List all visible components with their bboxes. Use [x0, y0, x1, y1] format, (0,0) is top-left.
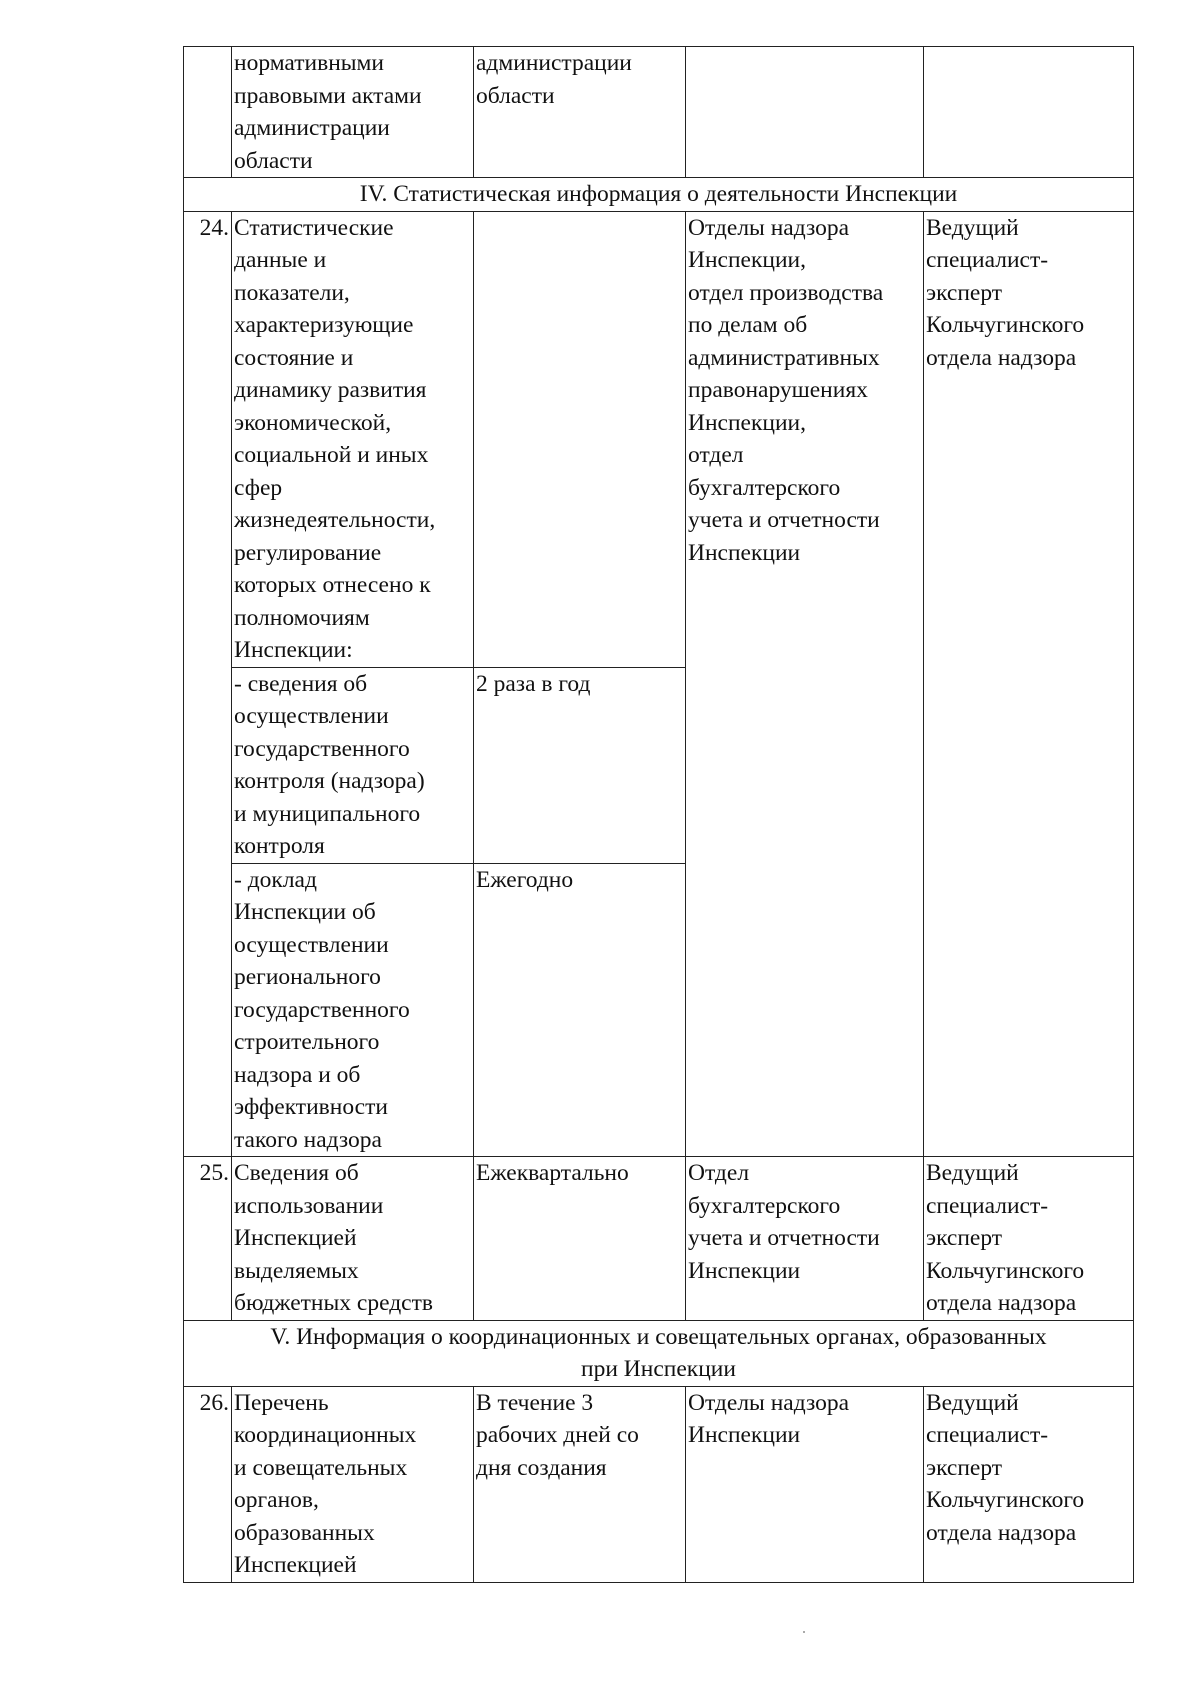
section-header-row — [184, 178, 1134, 212]
period-cell: Ежеквартально — [474, 1157, 686, 1321]
info-cell: Сведения об использовании Инспекцией выделяемых бюджетных средств — [232, 1157, 474, 1321]
section-header-row — [184, 1320, 1134, 1386]
responsible-person-cell: Ведущий специалист- эксперт Кольчугинского отдела надзора — [924, 1157, 1134, 1321]
period-cell: администрации области — [474, 47, 686, 178]
table-row-24 — [184, 211, 1134, 667]
table-row-26 — [184, 1386, 1134, 1582]
row-number-cell: 25. — [184, 1157, 232, 1321]
info-cell: Перечень координационных и совещательных органов, образованных Инспекцией — [232, 1386, 474, 1582]
info-cell: Статистические данные и показатели, характеризующие состояние и динамику развития экономической, социальной и иных сфер жизнедеятельности, регулирование которых отнесено к полномочиям Инспекции: — [232, 211, 474, 667]
section-title: V. Информация о координационных и совещательных органах, образованных при Инспекции — [184, 1320, 1134, 1386]
period-cell: В течение 3 рабочих дней со дня создания — [474, 1386, 686, 1582]
responsible-person-cell: Ведущий специалист- эксперт Кольчугинского отдела надзора — [924, 1386, 1134, 1582]
table-row-continued — [184, 47, 1134, 178]
responsible-dept-cell: Отделы надзора Инспекции, отдел производства по делам об административных правонарушениях Инспекции, отдел бухгалтерского учета и отчетности Инспекции — [686, 211, 924, 1157]
responsible-dept-cell — [686, 47, 924, 178]
scan-speck — [803, 1631, 805, 1633]
responsible-dept-cell: Отдел бухгалтерского учета и отчетности Инспекции — [686, 1157, 924, 1321]
period-cell — [474, 211, 686, 667]
responsible-person-cell: Ведущий специалист- эксперт Кольчугинского отдела надзора — [924, 211, 1134, 1157]
table-row-25 — [184, 1157, 1134, 1321]
responsible-person-cell — [924, 47, 1134, 178]
info-cell: - сведения об осуществлении государственного контроля (надзора) и муниципального контроля — [232, 667, 474, 863]
information-table — [183, 46, 1134, 1583]
period-cell: Ежегодно — [474, 863, 686, 1157]
row-number-cell: 24. — [184, 211, 232, 1157]
period-cell: 2 раза в год — [474, 667, 686, 863]
row-number-cell — [184, 47, 232, 178]
info-cell: - доклад Инспекции об осуществлении регионального государственного строительного надзора и об эффективности такого надзора — [232, 863, 474, 1157]
info-cell: нормативными правовыми актами администрации области — [232, 47, 474, 178]
section-title: IV. Статистическая информация о деятельности Инспекции — [184, 178, 1134, 212]
row-number-cell: 26. — [184, 1386, 232, 1582]
responsible-dept-cell: Отделы надзора Инспекции — [686, 1386, 924, 1582]
